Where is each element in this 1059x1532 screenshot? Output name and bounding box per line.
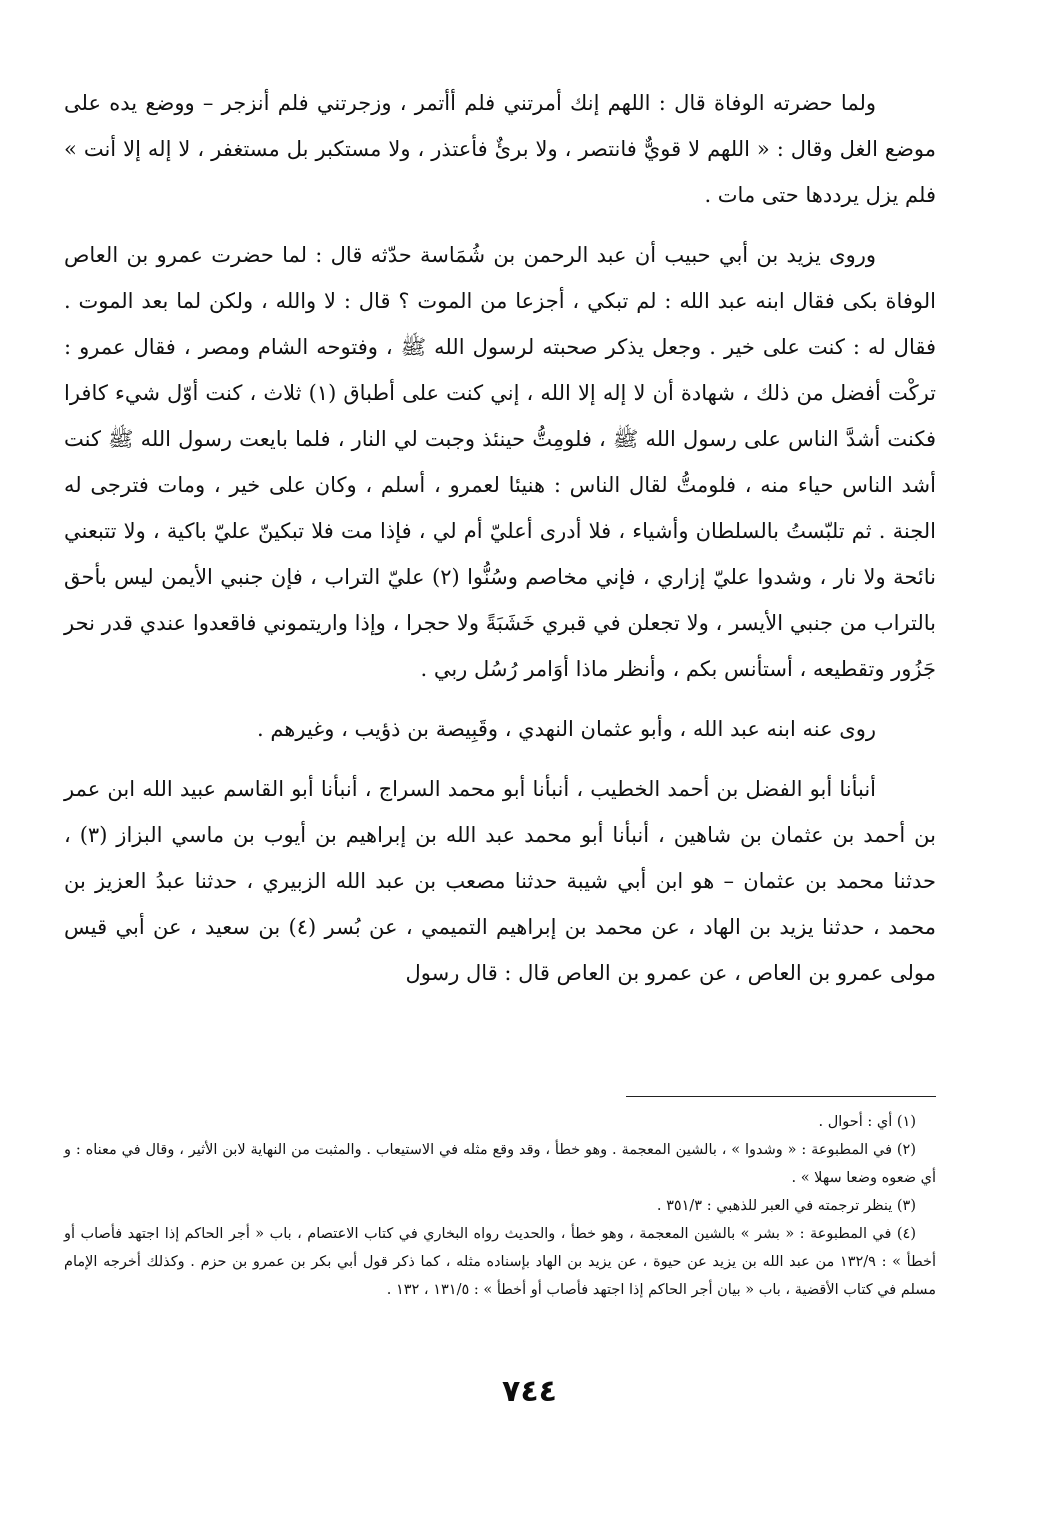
page-number: ٧٤٤ [502, 1374, 557, 1409]
paragraph-isnad: أنبأنا أبو الفضل بن أحمد الخطيب ، أنبأنا أبو محمد السراج ، أنبأنا أبو القاسم عبيد الله ابن عمر بن أحمد بن عثمان بن شاهين ، أنبأنا أبو محمد عبد الله بن إبراهيم بن أيوب بن ماسي البزاز (٣) ، حدثنا محمد بن عثمان – هو ابن أبي شيبة حدثنا مصعب بن عبد الله الزبيري ، حدثنا عبدُ العزيز بن محمد ، حدثنا يزيد بن الهاد ، عن محمد بن إبراهيم التميمي ، عن بُسر (٤) بن سعيد ، عن أبي قيس مولى عمرو بن العاص ، عن عمرو بن العاص قال : قال رسول [64, 777, 936, 985]
footnote-3: (٣) ينظر ترجمته في العبر للذهبي : ٣٥١/٣ . [656, 1198, 916, 1214]
paragraph-narrators: روى عنه ابنه عبد الله ، وأبو عثمان النهدي ، وقَبِيصة بن ذؤيب ، وغيرهم . [256, 717, 876, 741]
footnote-4: (٤) في المطبوعة : « بشر » بالشين المعجمة ، وهو خطأ ، والحديث رواه البخاري في كتاب الاعتصام ، باب « أجر الحاكم إذا اجتهد فأصاب أو أخطأ » : ١٣٢/٩ من عبد الله بن يزيد عن حيوة ، عن يزيد بن الهاد بإسناده مثله ، كما ذكر قول أبي بكر بن عمرو بن حزم . وكذلك أخرجه الإمام مسلم في كتاب الأقضية ، باب « بيان أجر الحاكم إذا اجتهد فأصاب أو أخطأ » : ١٣١/٥ ، ١٣٢ . [64, 1226, 936, 1298]
footnotes [64, 1108, 936, 1304]
footnote-2: (٢) في المطبوعة : « وشدوا » ، بالشين المعجمة . وهو خطأ ، وقد وقع مثله في الاستيعاب . والمثبت من النهاية لابن الأثير ، وقال في معناه : و أي ضعوه وضعا سهلا » . [64, 1142, 936, 1186]
paragraph-amr-death-narration: وروى يزيد بن أبي حبيب أن عبد الرحمن بن شُمَاسة حدّثه قال : لما حضرت عمرو بن العاص الوفاة بكى فقال ابنه عبد الله : لم تبكي ، أجزعا من الموت ؟ قال : لا والله ، ولكن لما بعد الموت . فقال له : كنت على خير . وجعل يذكر صحبته لرسول الله ﷺ ، وفتوحه الشام ومصر ، فقال عمرو : تركْت أفضل من ذلك ، شهادة أن لا إله إلا الله ، إني كنت على أطباق (١) ثلاث ، كنت أوّل شيء كافرا فكنت أشدَّ الناس على رسول الله ﷺ ، فلومِتُّ حينئذ وجبت لي النار ، فلما بايعت رسول الله ﷺ كنت أشد الناس حياء منه ، فلومتُّ لقال الناس : هنيئا لعمرو ، أسلم ، وكان على خير ، ومات فترجى له الجنة . ثم تلبّستُ بالسلطان وأشياء ، فلا أدرى أعليّ أم لي ، فإذا مت فلا تبكينّ عليّ باكية ، ولا تتبعني نائحة ولا نار ، وشدوا عليّ إزاري ، فإني مخاصم وسُنُّوا (٢) عليّ التراب ، فإن جنبي الأيمن ليس بأحق بالتراب من جنبي الأيسر ، ولا تجعلن في قبري خَشَبَةً ولا حجرا ، وإذا واريتموني فاقعدوا عندي قدر نحر جَزُور وتقطيعه ، أستأنس بكم ، وأنظر ماذا أوَامر رُسُل ربي . [64, 243, 937, 681]
main-text [64, 80, 936, 996]
footnote-divider [626, 1096, 936, 1097]
footnote-1: (١) أي : أحوال . [818, 1114, 916, 1130]
paragraph-death-prayer: ولما حضرته الوفاة قال : اللهم إنك أمرتني فلم أأتمر ، وزجرتني فلم أنزجر – ووضع يده على موضع الغل وقال : « اللهم لا قويٌّ فانتصر ، ولا برئٌ فأعتذر ، ولا مستكبر بل مستغفر ، لا إله إلا أنت » فلم يزل يرددها حتى مات . [64, 91, 936, 207]
